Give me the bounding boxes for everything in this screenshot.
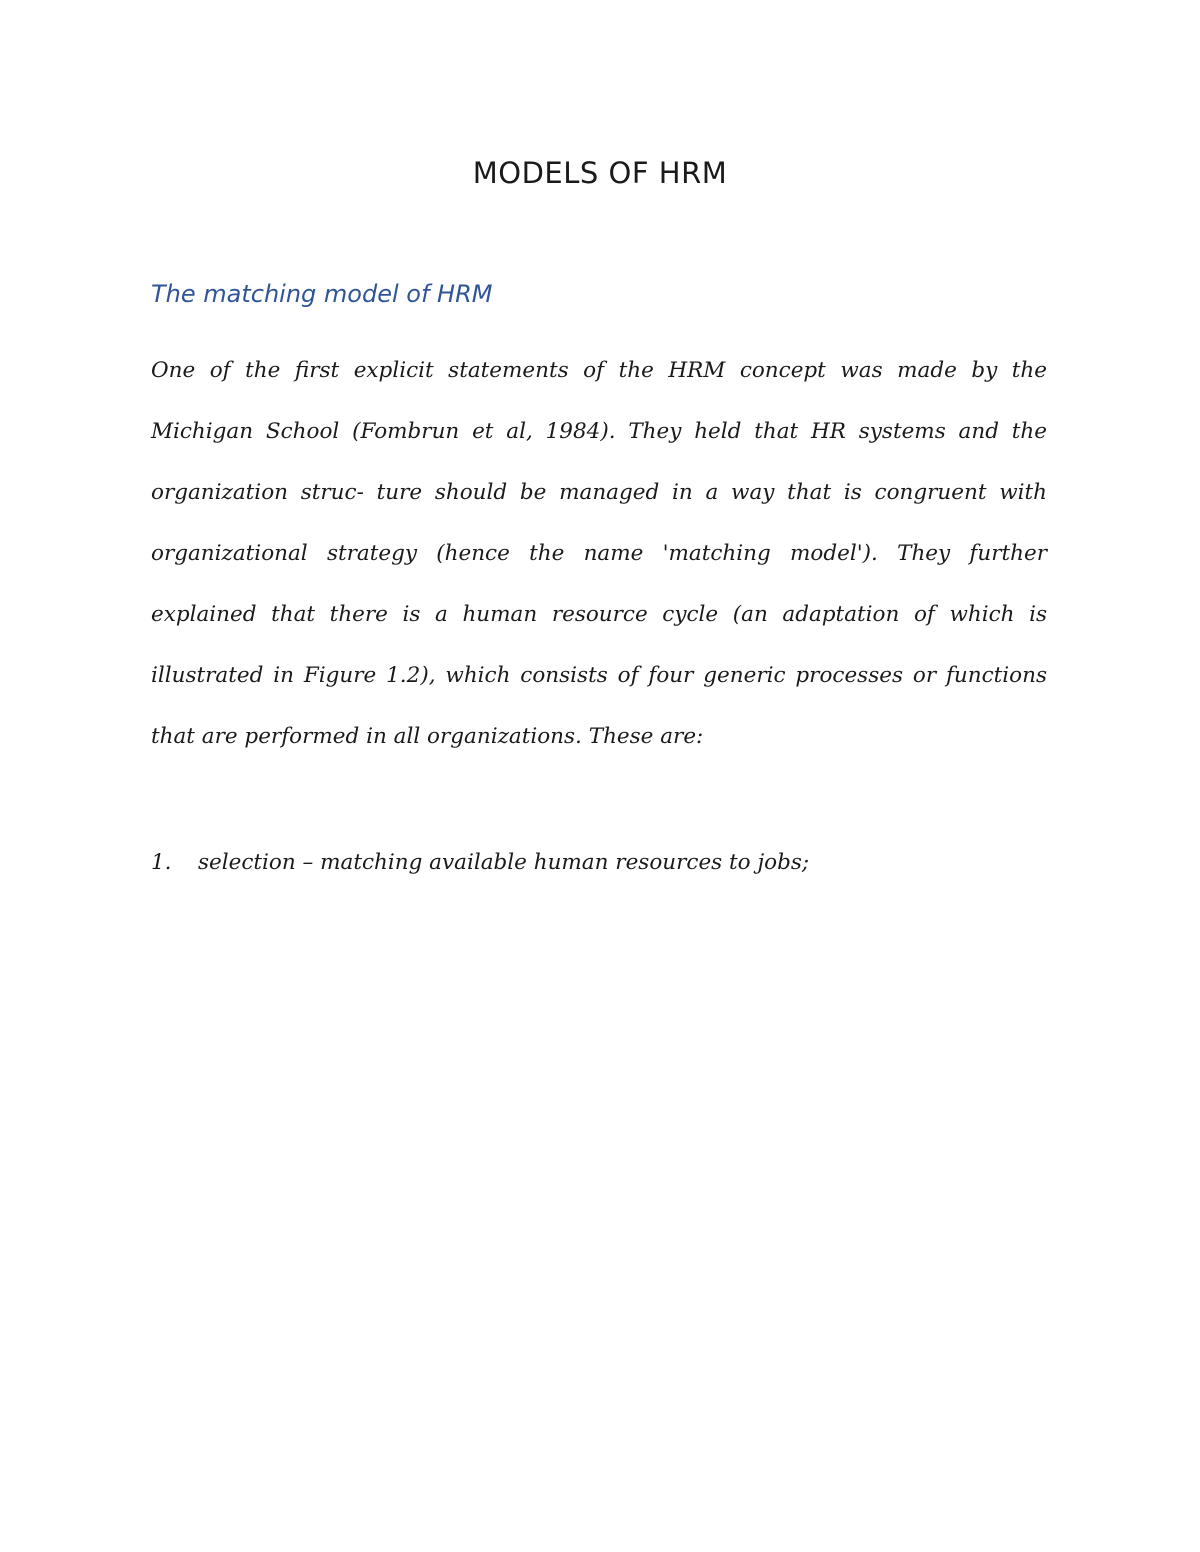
body-paragraph bbox=[151, 340, 1047, 767]
paragraph-line: organization struc- ture should be managed in a way that is congruent with bbox=[151, 480, 1047, 505]
paragraph-line: explained that there is a human resource cycle (an adaptation of which is bbox=[151, 602, 1047, 627]
paragraph-line: organizational strategy (hence the name 'matching model'). They further bbox=[151, 541, 1047, 566]
paragraph-line: that are performed in all organizations. These are: bbox=[151, 724, 704, 749]
numbered-list bbox=[151, 832, 1047, 893]
section-heading: The matching model of HRM bbox=[151, 280, 493, 308]
list-item bbox=[151, 832, 1047, 893]
list-marker: 1. bbox=[151, 850, 172, 875]
list-item-text: selection – matching available human resources to jobs; bbox=[198, 850, 810, 875]
paragraph-line: One of the first explicit statements of the HRM concept was made by the bbox=[151, 358, 1047, 383]
paragraph-line: Michigan School (Fombrun et al, 1984). They held that HR systems and the bbox=[151, 419, 1047, 444]
paragraph-line: illustrated in Figure 1.2), which consists of four generic processes or functions bbox=[151, 663, 1047, 688]
document-title: MODELS OF HRM bbox=[472, 156, 728, 190]
